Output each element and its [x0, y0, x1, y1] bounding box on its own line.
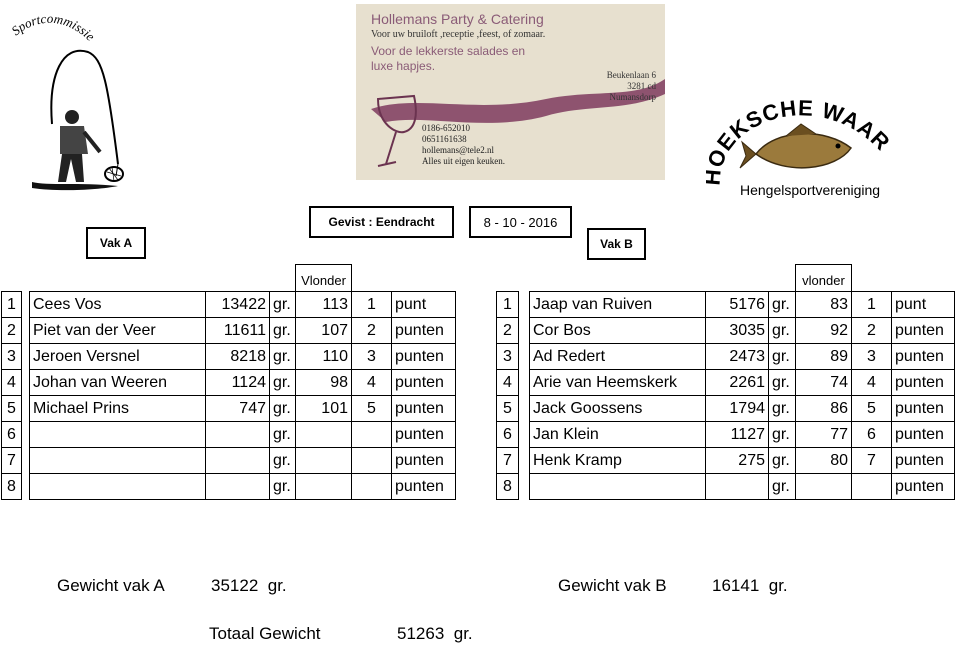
points-label-cell: punten: [892, 422, 955, 448]
name-cell: [30, 448, 206, 474]
spacer-cell: [22, 422, 30, 448]
rank-cell: 8: [2, 474, 22, 500]
points-cell: 4: [352, 370, 392, 396]
spacer-cell: [22, 474, 30, 500]
unit-cell: gr.: [769, 344, 796, 370]
weight-vak-a-value: 35122: [211, 576, 259, 595]
points-cell: 6: [852, 422, 892, 448]
spacer-cell: [519, 292, 530, 318]
rank-cell: 5: [2, 396, 22, 422]
weight-cell: 2261: [706, 370, 769, 396]
weight-vak-a-unit: gr.: [267, 576, 287, 595]
table-row: [2, 370, 456, 396]
rank-cell: 4: [2, 370, 22, 396]
table-row: [2, 422, 456, 448]
vlonder-cell: 86: [796, 396, 852, 422]
points-label-cell: punten: [892, 448, 955, 474]
name-cell: Jan Klein: [530, 422, 706, 448]
name-cell: Henk Kramp: [530, 448, 706, 474]
total-weight-unit: gr.: [453, 624, 473, 643]
spacer-cell: [22, 344, 30, 370]
unit-cell: gr.: [270, 344, 296, 370]
weight-vak-b-value: 16141: [712, 576, 760, 595]
rank-cell: 4: [497, 370, 519, 396]
points-label-cell: punten: [392, 474, 456, 500]
rank-cell: 6: [2, 422, 22, 448]
table-row: [497, 396, 955, 422]
unit-cell: gr.: [270, 396, 296, 422]
weight-vak-b-unit: gr.: [768, 576, 788, 595]
unit-cell: gr.: [270, 292, 296, 318]
vlonder-cell: [296, 474, 352, 500]
rank-cell: 2: [497, 318, 519, 344]
spacer-cell: [519, 448, 530, 474]
points-label-cell: punten: [892, 370, 955, 396]
name-cell: Jeroen Versnel: [30, 344, 206, 370]
unit-cell: gr.: [769, 370, 796, 396]
weight-cell: [706, 474, 769, 500]
vlonder-header: Vlonder: [296, 265, 352, 292]
vlonder-cell: [296, 422, 352, 448]
table-row: [2, 474, 456, 500]
spacer-cell: [519, 318, 530, 344]
sportcommissie-logo: [8, 14, 138, 194]
points-label-cell: punten: [392, 370, 456, 396]
points-cell: 7: [852, 448, 892, 474]
spacer-cell: [22, 292, 30, 318]
rank-cell: 7: [497, 448, 519, 474]
points-label-cell: punten: [892, 344, 955, 370]
hoeksche-waard-logo: [706, 88, 902, 206]
unit-cell: gr.: [769, 292, 796, 318]
unit-cell: gr.: [769, 474, 796, 500]
spacer-cell: [22, 318, 30, 344]
points-cell: 5: [852, 396, 892, 422]
unit-cell: gr.: [270, 318, 296, 344]
vlonder-cell: 110: [296, 344, 352, 370]
points-cell: 1: [352, 292, 392, 318]
table-row: [497, 344, 955, 370]
points-label-cell: punten: [392, 318, 456, 344]
points-cell: [352, 448, 392, 474]
rank-cell: 3: [2, 344, 22, 370]
points-cell: [352, 474, 392, 500]
unit-cell: gr.: [270, 474, 296, 500]
table-row: [2, 396, 456, 422]
table-row: [2, 344, 456, 370]
spacer-cell: [22, 396, 30, 422]
total-weight-label: Totaal Gewicht: [209, 624, 321, 643]
vlonder-cell: [296, 448, 352, 474]
spacer-cell: [519, 344, 530, 370]
name-cell: Cees Vos: [30, 292, 206, 318]
unit-cell: gr.: [769, 422, 796, 448]
sponsor-address: Beukenlaan 6 3281 cd Numansdorp: [606, 70, 656, 102]
vlonder-cell: 89: [796, 344, 852, 370]
weight-vak-a: [57, 576, 165, 596]
vlonder-cell: 113: [296, 292, 352, 318]
table-row: [2, 448, 456, 474]
weight-cell: [206, 422, 270, 448]
table-row: [2, 292, 456, 318]
rank-cell: 2: [2, 318, 22, 344]
unit-cell: gr.: [270, 370, 296, 396]
weight-cell: 747: [206, 396, 270, 422]
vlonder-cell: 83: [796, 292, 852, 318]
table-row: [497, 448, 955, 474]
weight-vak-a-label: Gewicht vak A: [57, 576, 165, 595]
points-label-cell: punten: [392, 344, 456, 370]
points-cell: 2: [852, 318, 892, 344]
name-cell: Cor Bos: [530, 318, 706, 344]
points-label-cell: punten: [392, 448, 456, 474]
rank-cell: 8: [497, 474, 519, 500]
location-box: Gevist : Eendracht: [309, 206, 454, 238]
points-label-cell: punten: [892, 396, 955, 422]
points-label-cell: punt: [892, 292, 955, 318]
name-cell: Jack Goossens: [530, 396, 706, 422]
sponsor-slogan: Voor de lekkerste salades en luxe hapjes.: [371, 44, 526, 73]
weight-cell: 1794: [706, 396, 769, 422]
points-cell: 2: [352, 318, 392, 344]
rank-cell: 6: [497, 422, 519, 448]
hoeksche-waard-title: EKSCHE WAAR: [712, 95, 896, 156]
vlonder-header: vlonder: [796, 265, 852, 292]
points-cell: [352, 422, 392, 448]
name-cell: Piet van der Veer: [30, 318, 206, 344]
table-row: [497, 422, 955, 448]
points-label-cell: punten: [392, 422, 456, 448]
sportcommissie-logo-text: Sportcommissie: [8, 14, 99, 44]
weight-vak-b: [558, 576, 667, 596]
weight-cell: [206, 474, 270, 500]
vak-b-results-table: [496, 264, 955, 500]
vlonder-cell: 77: [796, 422, 852, 448]
spacer-cell: [519, 370, 530, 396]
table-row: [497, 292, 955, 318]
vak-b-label: Vak B: [587, 228, 646, 260]
vlonder-cell: 107: [296, 318, 352, 344]
unit-cell: gr.: [769, 318, 796, 344]
points-cell: 3: [352, 344, 392, 370]
table-row: [497, 474, 955, 500]
weight-cell: 3035: [706, 318, 769, 344]
name-cell: [30, 422, 206, 448]
vlonder-cell: 80: [796, 448, 852, 474]
unit-cell: gr.: [270, 448, 296, 474]
spacer-cell: [22, 370, 30, 396]
weight-vak-b-label: Gewicht vak B: [558, 576, 667, 595]
weight-cell: 5176: [706, 292, 769, 318]
points-label-cell: punten: [392, 396, 456, 422]
name-cell: [30, 474, 206, 500]
svg-text:Sportcommissie: [8, 14, 98, 44]
vlonder-cell: 101: [296, 396, 352, 422]
rank-cell: 1: [497, 292, 519, 318]
rank-cell: 1: [2, 292, 22, 318]
name-cell: Michael Prins: [30, 396, 206, 422]
vak-a-label: Vak A: [86, 227, 146, 259]
name-cell: Arie van Heemskerk: [530, 370, 706, 396]
spacer-cell: [519, 422, 530, 448]
hengelsportvereniging-text: Hengelsportvereniging: [740, 182, 881, 198]
unit-cell: gr.: [769, 448, 796, 474]
points-cell: 5: [352, 396, 392, 422]
points-label-cell: punten: [892, 474, 955, 500]
name-cell: [530, 474, 706, 500]
spacer-cell: [519, 474, 530, 500]
points-cell: 1: [852, 292, 892, 318]
vlonder-cell: 74: [796, 370, 852, 396]
weight-cell: 11611: [206, 318, 270, 344]
table-row: [2, 318, 456, 344]
sponsor-name: Hollemans Party & Catering: [371, 11, 544, 27]
points-label-cell: punten: [892, 318, 955, 344]
points-cell: 4: [852, 370, 892, 396]
rank-cell: 3: [497, 344, 519, 370]
spacer-cell: [519, 396, 530, 422]
name-cell: Ad Redert: [530, 344, 706, 370]
sponsor-contact: 0186-652010 0651161638 hollemans@tele2.nl Alles uit eigen keuken.: [422, 123, 505, 166]
vak-a-results-table: [1, 264, 456, 500]
table-row: [497, 318, 955, 344]
weight-cell: 2473: [706, 344, 769, 370]
rank-cell: 5: [497, 396, 519, 422]
table-row: [497, 370, 955, 396]
name-cell: Jaap van Ruiven: [530, 292, 706, 318]
weight-cell: 1127: [706, 422, 769, 448]
points-cell: [852, 474, 892, 500]
sponsor-tagline: Voor uw bruiloft ,receptie ,feest, of zomaar.: [371, 29, 546, 40]
vlonder-cell: [796, 474, 852, 500]
weight-vak-a-value-group: [211, 576, 287, 596]
total-weight-value: 51263: [397, 624, 445, 643]
vlonder-cell: 92: [796, 318, 852, 344]
name-cell: Johan van Weeren: [30, 370, 206, 396]
total-weight: [209, 624, 321, 644]
weight-vak-b-value-group: [712, 576, 788, 596]
points-label-cell: punt: [392, 292, 456, 318]
date-box: 8 - 10 - 2016: [469, 206, 572, 238]
weight-cell: 8218: [206, 344, 270, 370]
weight-cell: 13422: [206, 292, 270, 318]
unit-cell: gr.: [270, 422, 296, 448]
sponsor-card: [356, 4, 665, 180]
spacer-cell: [22, 448, 30, 474]
unit-cell: gr.: [769, 396, 796, 422]
weight-cell: 1124: [206, 370, 270, 396]
points-cell: 3: [852, 344, 892, 370]
weight-cell: [206, 448, 270, 474]
rank-cell: 7: [2, 448, 22, 474]
weight-cell: 275: [706, 448, 769, 474]
total-weight-value-group: [397, 624, 473, 644]
vlonder-cell: 98: [296, 370, 352, 396]
